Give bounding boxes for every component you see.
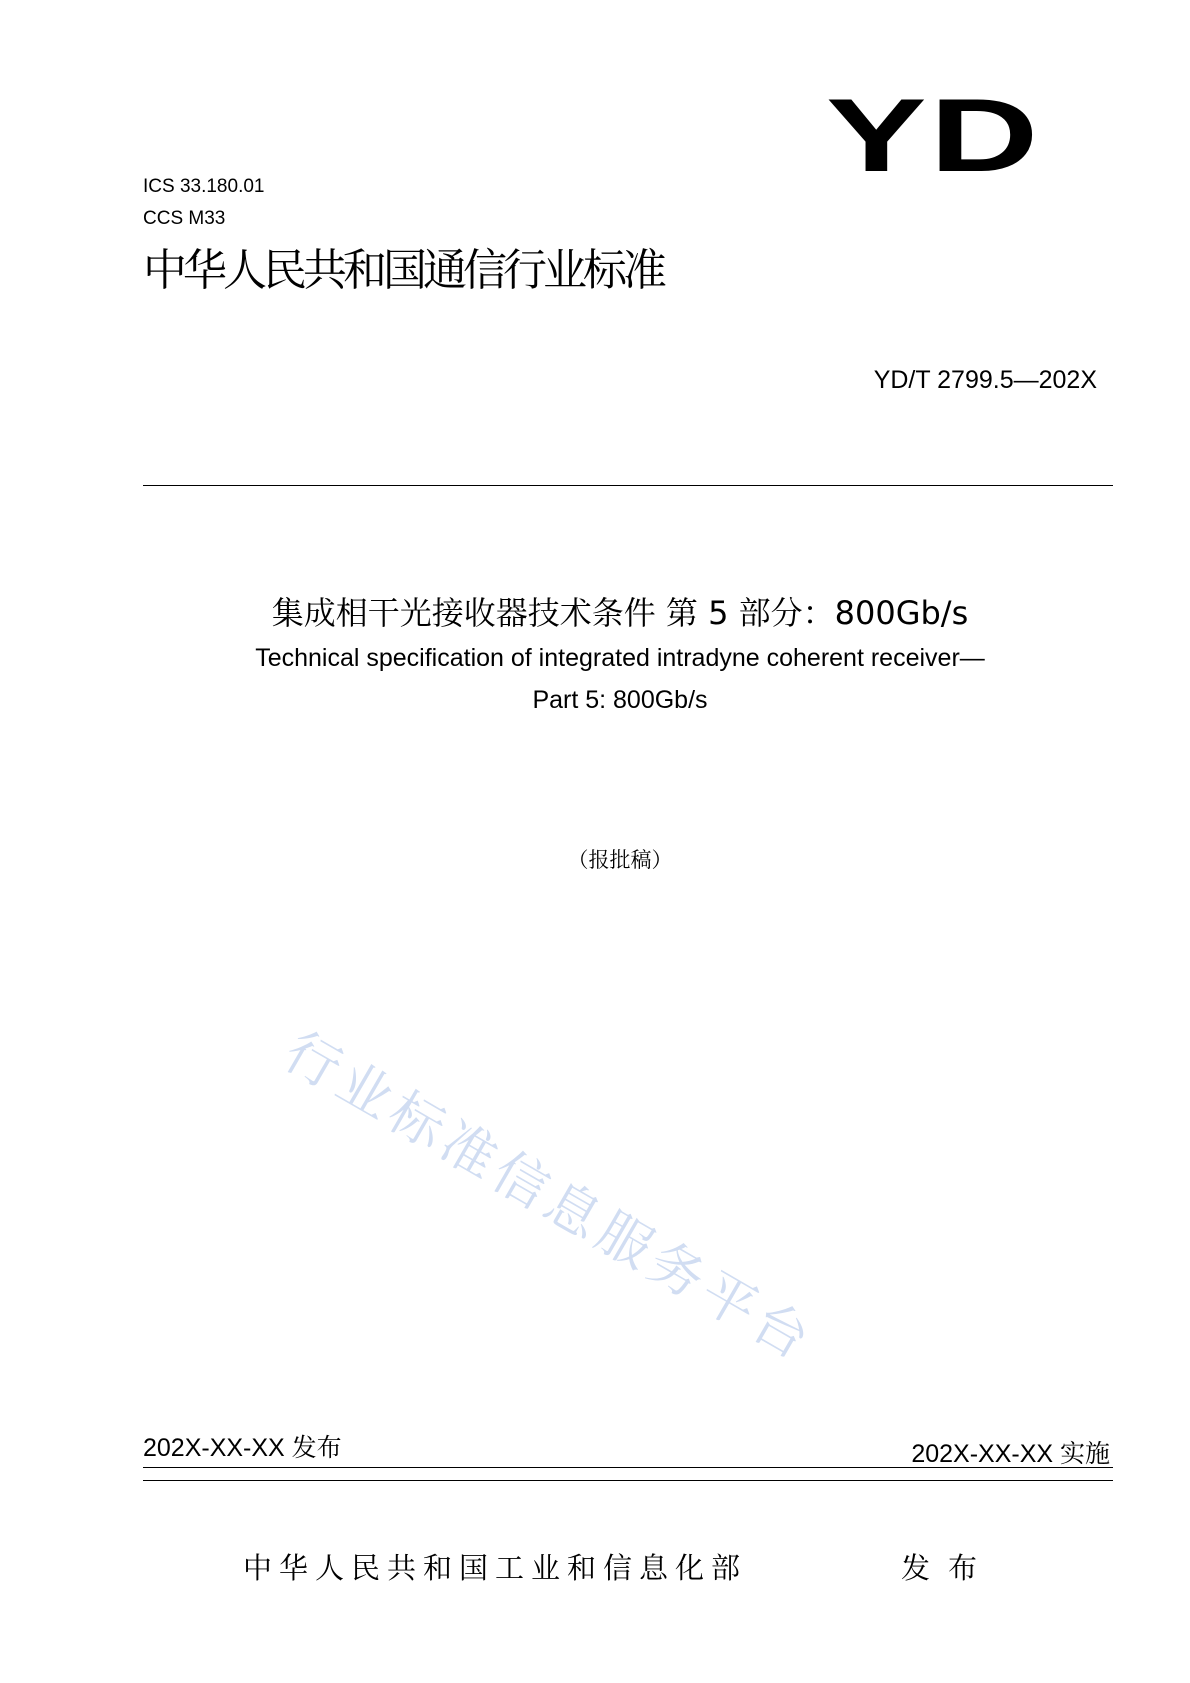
document-title-zh: 集成相干光接收器技术条件 第 5 部分：800Gb/s [271,594,969,632]
ics-code: ICS 33.180.01 [143,176,265,197]
issuer: 中华人民共和国工业和信息化部 [243,1551,748,1585]
publish-date: 202X-XX-XX 发布 [143,1434,342,1462]
yd-logo: YD [826,78,1042,194]
document-title-en-line1: Technical specification of integrated intradyne coherent receiver— [255,644,985,672]
footer-double-divider [143,1467,1113,1481]
implement-date: 202X-XX-XX 实施 [911,1440,1110,1468]
standard-code: YD/T 2799.5—202X [873,366,1097,394]
top-divider [143,485,1113,486]
draft-status: （报批稿） [567,848,673,872]
ccs-code: CCS M33 [143,208,226,229]
standard-name: 中华人民共和国通信行业标准 [143,245,663,296]
document-title-en-line2: Part 5: 800Gb/s [532,686,708,714]
watermark: 行业标准信息服务平台 [274,1019,826,1375]
publish-label: 发布 [901,1551,996,1585]
